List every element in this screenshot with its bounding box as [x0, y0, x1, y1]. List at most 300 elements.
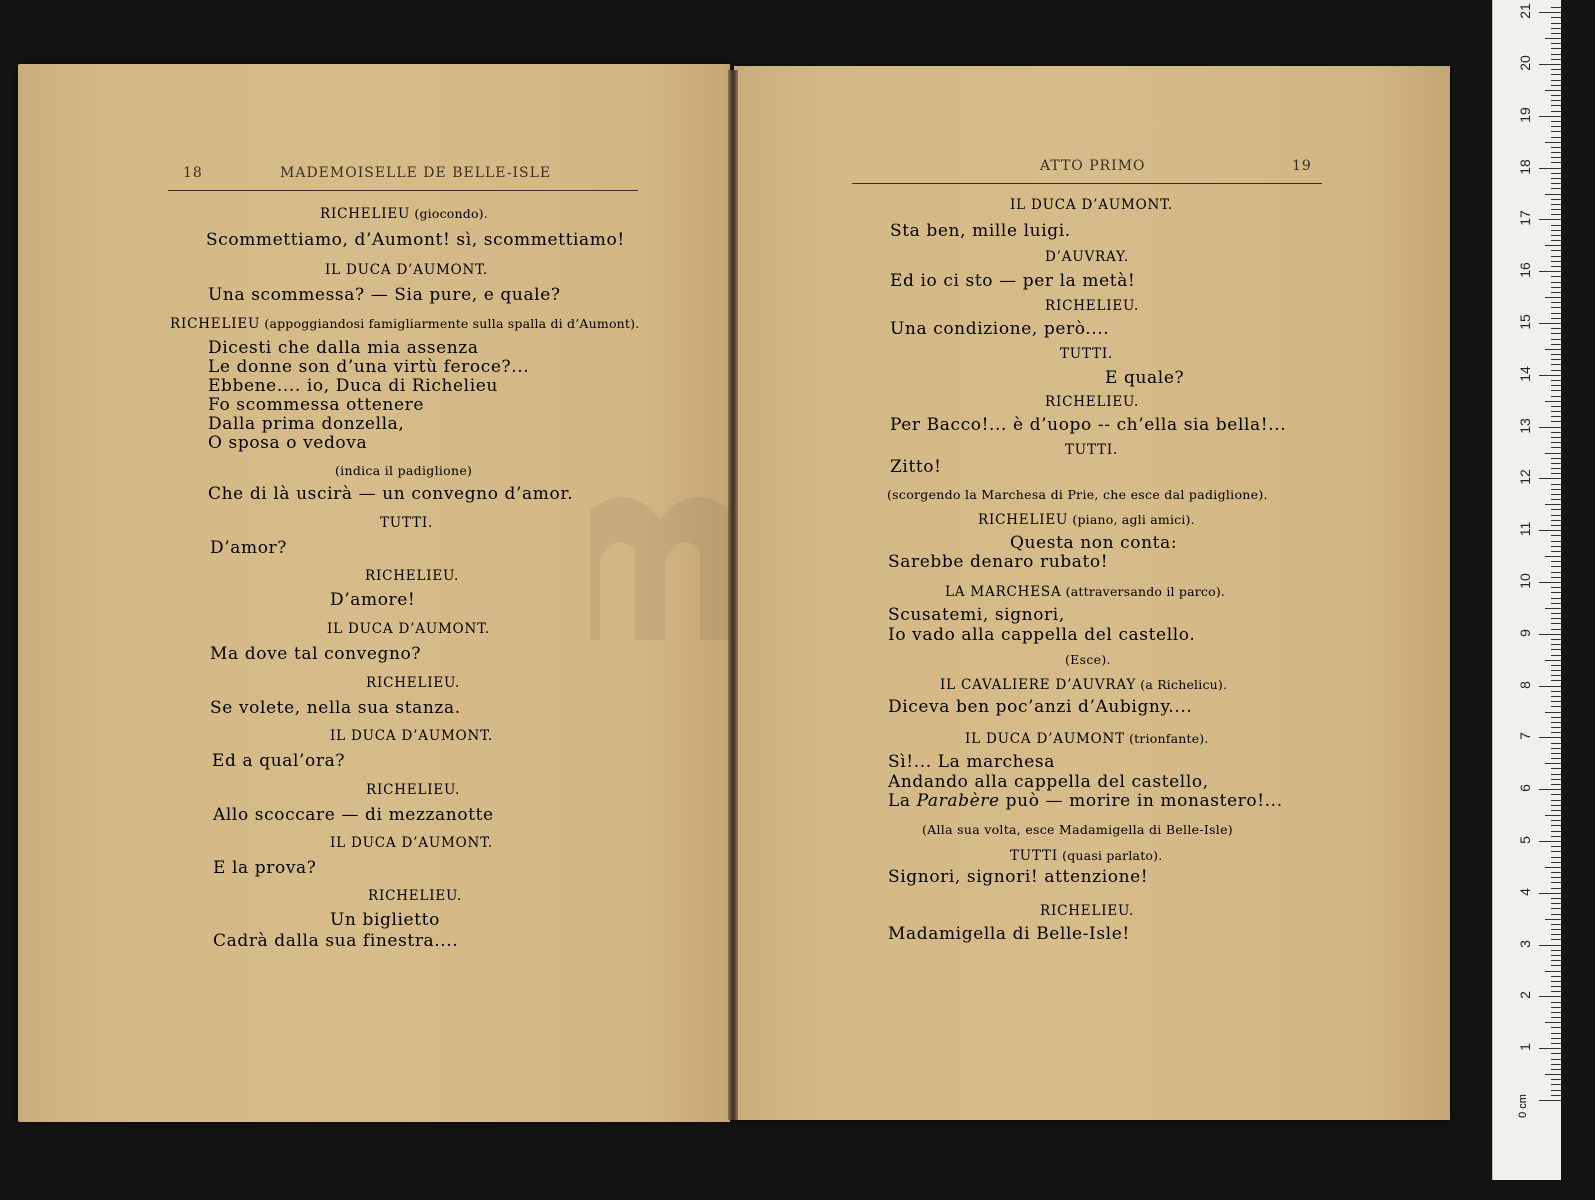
speaker-name: RICHELIEU	[170, 316, 261, 332]
ruler-tick	[1551, 411, 1561, 412]
verse-line: Un biglietto	[330, 910, 440, 930]
ruler-tick	[1551, 458, 1561, 459]
ruler-tick	[1551, 359, 1561, 360]
ruler-tick	[1545, 297, 1561, 298]
ruler-tick	[1551, 991, 1561, 992]
ruler-tick	[1545, 90, 1561, 91]
ruler-tick	[1551, 209, 1561, 210]
ruler-tick	[1539, 116, 1561, 117]
ruler-number: 20	[1517, 55, 1533, 71]
ruler-tick	[1551, 748, 1561, 749]
ruler-tick	[1551, 95, 1561, 96]
verse-line: Dicesti che dalla mia assenza	[208, 338, 479, 358]
ruler-tick	[1551, 639, 1561, 640]
ruler-tick	[1539, 1100, 1561, 1101]
ruler-tick	[1551, 587, 1561, 588]
speaker-name: RICHELIEU.	[1045, 394, 1140, 410]
ruler-tick	[1551, 385, 1561, 386]
ruler-tick	[1545, 556, 1561, 557]
speaker-name: IL DUCA D’AUMONT.	[330, 728, 494, 744]
speaker-line	[1060, 346, 1113, 362]
speaker-name: LA MARCHESA	[945, 584, 1062, 600]
speaker-line	[368, 888, 462, 904]
speaker-line	[965, 731, 1209, 747]
verse-line: Scusatemi, signori,	[888, 605, 1065, 625]
stage-direction-line: (indica il padiglione)	[335, 463, 473, 478]
ruler-number: 15	[1517, 314, 1533, 330]
ruler-tick	[1551, 183, 1561, 184]
right-running-title: ATTO PRIMO	[1040, 158, 1146, 174]
verse-line: Scommettiamo, d’Aumont! sì, scommettiamo!	[206, 230, 625, 250]
ruler-number: 14	[1517, 366, 1533, 382]
ruler-tick	[1551, 105, 1561, 106]
verse-line: Diceva ben poc’anzi d’Aubigny....	[888, 697, 1193, 717]
watermark-logo-icon	[570, 490, 760, 660]
ruler-tick	[1539, 323, 1561, 324]
ruler-tick	[1551, 1007, 1561, 1008]
ruler-number: 6	[1517, 784, 1533, 793]
ruler-tick	[1551, 779, 1561, 780]
ruler-tick	[1551, 743, 1561, 744]
ruler-tick	[1551, 199, 1561, 200]
speaker-line	[380, 515, 433, 531]
ruler-tick	[1551, 416, 1561, 417]
ruler-tick	[1539, 219, 1561, 220]
ruler-tick	[1551, 188, 1561, 189]
ruler-tick	[1551, 1017, 1561, 1018]
ruler-tick	[1539, 478, 1561, 479]
speaker-name: RICHELIEU.	[366, 675, 461, 691]
ruler-tick	[1551, 1079, 1561, 1080]
ruler-tick	[1551, 276, 1561, 277]
ruler-tick	[1551, 292, 1561, 293]
ruler-tick	[1551, 1002, 1561, 1003]
verse-line: Ed io ci sto — per la metà!	[890, 271, 1136, 291]
speaker-line	[330, 835, 493, 851]
verse-line: Questa non conta:	[1010, 533, 1178, 553]
ruler-tick	[1551, 447, 1561, 448]
ruler-tick	[1551, 250, 1561, 251]
ruler-tick	[1551, 370, 1561, 371]
ruler-tick	[1551, 396, 1561, 397]
ruler-tick	[1551, 515, 1561, 516]
ruler-tick	[1551, 603, 1561, 604]
ruler-tick	[1551, 665, 1561, 666]
ruler-tick	[1551, 1064, 1561, 1065]
ruler-tick	[1551, 328, 1561, 329]
speaker-line	[365, 568, 459, 584]
ruler-tick	[1551, 546, 1561, 547]
ruler-tick	[1551, 566, 1561, 567]
ruler-tick	[1551, 774, 1561, 775]
ruler-number: 3	[1517, 939, 1533, 948]
ruler-tick	[1551, 23, 1561, 24]
ruler-tick	[1551, 535, 1561, 536]
speaker-line	[945, 584, 1225, 600]
ruler-tick	[1551, 1043, 1561, 1044]
left-header-rule	[168, 190, 638, 191]
ruler-tick	[1551, 489, 1561, 490]
verse-line: Le donne son d’una virtù feroce?...	[208, 357, 530, 377]
ruler-tick	[1551, 126, 1561, 127]
ruler-tick	[1551, 364, 1561, 365]
ruler-tick	[1539, 841, 1561, 842]
ruler-tick	[1551, 390, 1561, 391]
ruler-tick	[1551, 717, 1561, 718]
ruler-tick	[1551, 266, 1561, 267]
ruler-tick	[1551, 722, 1561, 723]
ruler-tick	[1551, 820, 1561, 821]
verse-line: Che di là uscirà — un convegno d’amor.	[208, 484, 574, 504]
speaker-line	[1045, 394, 1139, 410]
speaker-line	[1045, 249, 1129, 265]
ruler-number: 10	[1517, 573, 1533, 589]
ruler-tick	[1551, 131, 1561, 132]
ruler-tick	[1551, 152, 1561, 153]
ruler-tick	[1551, 1090, 1561, 1091]
ruler-unit-label: 0 cm	[1516, 1094, 1529, 1118]
ruler-number: 19	[1517, 107, 1533, 123]
ruler-tick	[1551, 494, 1561, 495]
ruler-tick	[1551, 960, 1561, 961]
ruler-tick	[1551, 955, 1561, 956]
verse-line: Dalla prima donzella,	[208, 414, 405, 434]
verse-line: Per Bacco!... è d’uopo -- ch’ella sia bella!...	[890, 415, 1287, 435]
ruler-tick	[1545, 763, 1561, 764]
ruler-tick	[1551, 406, 1561, 407]
ruler-tick	[1551, 162, 1561, 163]
speaker-line	[170, 316, 639, 332]
ruler-number: 18	[1517, 158, 1533, 175]
ruler-tick	[1551, 473, 1561, 474]
ruler-tick	[1551, 111, 1561, 112]
ruler-tick	[1551, 1053, 1561, 1054]
ruler-tick	[1545, 919, 1561, 920]
ruler-tick	[1551, 463, 1561, 464]
stage-direction: (appoggiandosi famigliarmente sulla spalla di d’Aumont).	[260, 316, 640, 331]
ruler-tick	[1551, 121, 1561, 122]
ruler-tick	[1551, 898, 1561, 899]
speaker-name: RICHELIEU.	[366, 782, 461, 798]
ruler-tick	[1551, 468, 1561, 469]
ruler-tick	[1551, 810, 1561, 811]
ruler-tick	[1551, 862, 1561, 863]
ruler-tick	[1551, 696, 1561, 697]
ruler-tick	[1551, 561, 1561, 562]
ruler-tick	[1551, 432, 1561, 433]
stage-direction: (attraversando il parco).	[1061, 584, 1226, 599]
ruler-tick	[1545, 194, 1561, 195]
speaker-name: IL DUCA D’AUMONT	[965, 731, 1125, 747]
ruler-tick	[1551, 768, 1561, 769]
verse-line: Una scommessa? — Sia pure, e quale?	[208, 285, 561, 305]
ruler-tick	[1551, 354, 1561, 355]
ruler-tick	[1551, 701, 1561, 702]
verse-line: La Parabère può — morire in monastero!...	[888, 791, 1283, 811]
ruler-tick	[1551, 675, 1561, 676]
stage-direction-line: (Esce).	[1065, 652, 1111, 667]
ruler-tick	[1545, 38, 1561, 39]
verse-line: E quale?	[1105, 368, 1185, 388]
ruler-tick	[1551, 846, 1561, 847]
ruler-tick	[1551, 732, 1561, 733]
ruler-tick	[1551, 618, 1561, 619]
ruler-number: 17	[1517, 210, 1533, 227]
ruler-tick	[1551, 1084, 1561, 1085]
ruler-tick	[1545, 401, 1561, 402]
ruler-tick	[1545, 245, 1561, 246]
ruler-tick	[1551, 598, 1561, 599]
ruler-tick	[1551, 825, 1561, 826]
verse-line: Sta ben, mille luigi.	[890, 221, 1071, 241]
ruler-tick	[1551, 872, 1561, 873]
stage-direction-line: (Alla sua volta, esce Madamigella di Belle-Isle)	[922, 822, 1233, 837]
ruler-tick	[1551, 437, 1561, 438]
ruler-tick	[1539, 375, 1561, 376]
ruler-tick	[1551, 28, 1561, 29]
verse-line: Io vado alla cappella del castello.	[888, 625, 1196, 645]
ruler-tick	[1551, 649, 1561, 650]
ruler-tick	[1551, 48, 1561, 49]
ruler-tick	[1551, 836, 1561, 837]
italic-name: Parabère	[916, 791, 1000, 811]
speaker-name: IL DUCA D’AUMONT.	[325, 262, 489, 278]
ruler-tick	[1551, 939, 1561, 940]
ruler-number: 11	[1517, 521, 1533, 537]
verse-line: O sposa o vedova	[208, 433, 368, 453]
ruler-tick	[1545, 1022, 1561, 1023]
ruler-number: 9	[1517, 628, 1533, 637]
stage-direction: (a Richelicu).	[1136, 677, 1228, 692]
ruler-tick	[1551, 1033, 1561, 1034]
ruler-tick	[1545, 867, 1561, 868]
ruler-tick	[1551, 851, 1561, 852]
ruler-tick	[1545, 815, 1561, 816]
verse-line: Signori, signori! attenzione!	[888, 867, 1149, 887]
ruler-number: 21	[1517, 3, 1533, 19]
speaker-line	[1010, 197, 1173, 213]
left-page-number: 18	[183, 165, 203, 181]
ruler-tick	[1539, 12, 1561, 13]
ruler-tick	[1545, 453, 1561, 454]
ruler-tick	[1551, 287, 1561, 288]
ruler-tick	[1551, 344, 1561, 345]
ruler-tick	[1551, 758, 1561, 759]
ruler-tick	[1551, 7, 1561, 8]
speaker-line	[1065, 442, 1118, 458]
ruler-tick	[1551, 986, 1561, 987]
speaker-line	[366, 675, 460, 691]
ruler-tick	[1551, 644, 1561, 645]
ruler-tick	[1551, 914, 1561, 915]
ruler-tick	[1551, 509, 1561, 510]
speaker-name: RICHELIEU.	[1045, 298, 1140, 314]
ruler-tick	[1539, 1048, 1561, 1049]
ruler-tick	[1551, 137, 1561, 138]
ruler-tick	[1551, 339, 1561, 340]
ruler-tick	[1551, 230, 1561, 231]
ruler-tick	[1539, 168, 1561, 169]
ruler-number: 2	[1517, 991, 1533, 1000]
ruler-tick	[1539, 530, 1561, 531]
ruler-tick	[1551, 147, 1561, 148]
ruler-tick	[1551, 1027, 1561, 1028]
library-watermark	[570, 490, 760, 660]
ruler-tick	[1539, 737, 1561, 738]
ruler-tick	[1551, 572, 1561, 573]
ruler-tick	[1551, 976, 1561, 977]
ruler-tick	[1551, 800, 1561, 801]
ruler-tick	[1539, 271, 1561, 272]
ruler-tick	[1551, 261, 1561, 262]
ruler-tick	[1551, 442, 1561, 443]
left-running-title: MADEMOISELLE DE BELLE-ISLE	[280, 165, 552, 181]
verse-line: Ed a qual’ora?	[212, 751, 346, 771]
verse-line: Andando alla cappella del castello,	[888, 772, 1209, 792]
ruler-tick	[1551, 965, 1561, 966]
ruler-tick	[1551, 282, 1561, 283]
ruler-tick	[1551, 307, 1561, 308]
ruler-tick	[1539, 945, 1561, 946]
verse-line: D’amor?	[210, 538, 287, 558]
speaker-name: TUTTI.	[380, 515, 434, 531]
ruler-number: 5	[1517, 836, 1533, 844]
ruler-tick	[1551, 1012, 1561, 1013]
ruler-tick	[1551, 499, 1561, 500]
ruler-tick	[1551, 784, 1561, 785]
stage-direction: (trionfante).	[1124, 731, 1209, 746]
verse-line: Sì!... La marchesa	[888, 752, 1055, 772]
ruler-number: 7	[1517, 732, 1533, 741]
speaker-line	[327, 621, 490, 637]
ruler-tick	[1551, 623, 1561, 624]
speaker-line	[330, 728, 493, 744]
speaker-name: RICHELIEU.	[365, 568, 460, 584]
ruler-tick	[1551, 794, 1561, 795]
ruler-tick	[1551, 17, 1561, 18]
ruler-tick	[1551, 1038, 1561, 1039]
ruler-tick	[1551, 831, 1561, 832]
stage-direction-line: (scorgendo la Marchesa di Prie, che esce dal padiglione).	[887, 487, 1268, 502]
ruler-tick	[1551, 753, 1561, 754]
ruler-tick	[1551, 706, 1561, 707]
ruler-tick	[1545, 712, 1561, 713]
ruler-tick	[1551, 85, 1561, 86]
speaker-line	[325, 262, 488, 278]
ruler-tick	[1551, 1069, 1561, 1070]
ruler-tick	[1551, 525, 1561, 526]
right-page-number: 19	[1292, 158, 1312, 174]
speaker-line	[320, 206, 488, 222]
ruler-tick	[1551, 888, 1561, 889]
ruler-tick	[1545, 504, 1561, 505]
verse-line: Ma dove tal convegno?	[210, 644, 422, 664]
ruler-tick	[1551, 173, 1561, 174]
ruler-tick	[1551, 333, 1561, 334]
ruler-number: 16	[1517, 262, 1533, 278]
ruler-tick	[1551, 577, 1561, 578]
ruler-tick	[1551, 43, 1561, 44]
ruler-tick	[1539, 634, 1561, 635]
ruler-tick	[1551, 981, 1561, 982]
stage-direction: (quasi parlato).	[1057, 848, 1163, 863]
ruler-tick	[1551, 857, 1561, 858]
ruler-tick	[1545, 971, 1561, 972]
ruler-tick	[1551, 69, 1561, 70]
ruler-tick	[1539, 686, 1561, 687]
ruler-tick	[1551, 100, 1561, 101]
ruler-tick	[1551, 551, 1561, 552]
ruler-tick	[1551, 240, 1561, 241]
ruler-tick	[1551, 80, 1561, 81]
ruler-tick	[1551, 805, 1561, 806]
ruler-tick	[1539, 996, 1561, 997]
verse-line: Fo scommessa ottenere	[208, 395, 425, 415]
ruler-number: 8	[1517, 680, 1533, 689]
speaker-name: RICHELIEU.	[1040, 903, 1135, 919]
ruler-tick	[1539, 64, 1561, 65]
verse-line: E la prova?	[213, 858, 317, 878]
speaker-name: RICHELIEU.	[368, 888, 463, 904]
ruler-tick	[1551, 214, 1561, 215]
ruler-tick	[1551, 178, 1561, 179]
verse-line: Madamigella di Belle-Isle!	[888, 924, 1130, 944]
ruler-tick	[1551, 592, 1561, 593]
ruler-tick	[1545, 608, 1561, 609]
stage-direction: (giocondo).	[410, 206, 488, 221]
verse-line: D’amore!	[330, 590, 416, 610]
ruler-tick	[1551, 903, 1561, 904]
speaker-name: TUTTI.	[1065, 442, 1119, 458]
ruler-tick	[1551, 380, 1561, 381]
speaker-name: RICHELIEU	[320, 206, 411, 222]
speaker-name: IL DUCA D’AUMONT.	[330, 835, 494, 851]
ruler-tick	[1551, 313, 1561, 314]
verse-line: Zitto!	[890, 457, 942, 477]
ruler-tick	[1551, 256, 1561, 257]
speaker-name: IL DUCA D’AUMONT.	[1010, 197, 1174, 213]
ruler-tick	[1539, 427, 1561, 428]
speaker-name: TUTTI	[1010, 848, 1058, 864]
ruler-tick	[1551, 924, 1561, 925]
ruler-tick	[1551, 74, 1561, 75]
verse-line: Sarebbe denaro rubato!	[888, 552, 1109, 572]
ruler-number: 13	[1517, 417, 1533, 434]
ruler-tick	[1539, 582, 1561, 583]
speaker-line	[1040, 903, 1134, 919]
ruler-tick	[1551, 691, 1561, 692]
ruler-tick	[1551, 680, 1561, 681]
ruler-tick	[1545, 1074, 1561, 1075]
ruler-tick	[1551, 882, 1561, 883]
speaker-line	[366, 782, 460, 798]
ruler-tick	[1551, 54, 1561, 55]
verse-line: Allo scoccare — di mezzanotte	[213, 805, 494, 825]
ruler-tick	[1551, 908, 1561, 909]
ruler-tick	[1551, 613, 1561, 614]
ruler-tick	[1539, 789, 1561, 790]
ruler-tick	[1551, 950, 1561, 951]
measuring-ruler	[1492, 0, 1561, 1180]
ruler-tick	[1551, 1095, 1561, 1096]
ruler-number: 12	[1517, 469, 1533, 486]
ruler-tick	[1551, 541, 1561, 542]
ruler-number: 1	[1517, 1043, 1533, 1052]
ruler-tick	[1551, 655, 1561, 656]
ruler-number: 4	[1517, 887, 1533, 896]
ruler-tick	[1551, 318, 1561, 319]
ruler-tick	[1551, 929, 1561, 930]
